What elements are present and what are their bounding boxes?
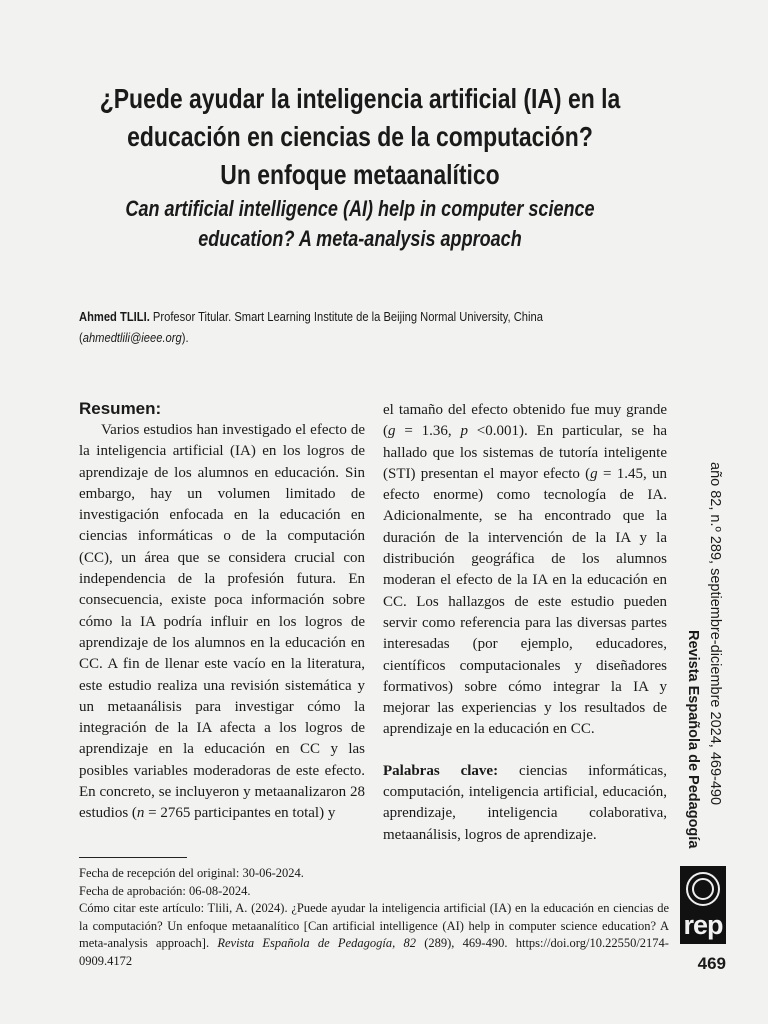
- citation-text: Cómo citar este artículo: Tlili, A. (2024). ¿Puede ayudar la inteligencia artificial (IA) en la educación en ciencias de la computación? Un enfoque metaanalítico [Can artificial intelligence (AI) help in computer science education? A meta-analysis approach].: [79, 901, 669, 950]
- author-email: ahmedtlili@ieee.org: [82, 330, 182, 345]
- citation: [79, 900, 669, 970]
- author-name: Ahmed TLILI.: [79, 309, 150, 324]
- abstract-heading: Resumen:: [79, 399, 162, 418]
- keywords-label: Palabras clave:: [383, 762, 499, 779]
- stat-g: g: [590, 465, 598, 482]
- abstract-text: el tamaño del efecto obtenido fue muy grande (: [383, 402, 667, 440]
- journal-spine: [680, 462, 726, 852]
- email-open: (: [79, 330, 83, 345]
- keywords-text: ciencias informáticas, computación, inteligencia artificial, educación, aprendizaje, inteligencia colaborativa, metaanálisis, logros de aprendizaje.: [383, 762, 667, 843]
- author-affiliation: Profesor Titular. Smart Learning Institute de la Beijing Normal University, China: [149, 309, 543, 324]
- stat-g: g: [388, 423, 396, 440]
- page-number: 469: [697, 954, 726, 973]
- footnotes: [79, 865, 669, 970]
- title-spanish-line: ¿Puede ayudar la inteligencia artificial (IA) en la: [99, 83, 621, 114]
- spine-issue: año 82, n.º 289, septiembre-diciembre 2024, 469-490: [707, 462, 723, 806]
- abstract-text: = 2765 participantes en total) y: [144, 805, 336, 822]
- citation-journal: Revista Española de Pedagogía, 82: [217, 936, 416, 950]
- abstract-right-column: [383, 400, 667, 846]
- abstract-left-column: [79, 398, 365, 825]
- abstract-paragraph-continued: [383, 400, 667, 741]
- citation-tail: (289), 469-490. https://doi.org/10.22550/2174-0909.4172: [79, 936, 669, 968]
- received-date: Fecha de recepción del original: 30-06-2024.: [79, 866, 304, 880]
- stat-p: p: [460, 423, 468, 440]
- abstract-text: Varios estudios han investigado el efecto de la inteligencia artificial (IA) en los logros de aprendizaje de los alumnos en educación. Sin embargo, hay un volumen limitado de investigación enfocada en la educación en ciencias informáticas o de la computación (CC), un área que se considera crucial con independencia de la profesión futura. En consecuencia, existe poca información sobre cómo la IA podría influir en los logros de aprendizaje de los alumnos en la educación en CC. A fin de llenar este vacío en la literatura, este estudio realiza una revisión sistemática y un metaanálisis para investigar cómo la integración de la IA afecta a los logros de aprendizaje en la educación en CC y las posibles variables moderadoras de este efecto. En concreto, se incluyeron y metaanalizaron 28 estudios (: [79, 422, 365, 822]
- keywords: [383, 761, 667, 846]
- title-block: [40, 80, 680, 254]
- title-english-line: education? A meta-analysis approach: [198, 226, 522, 251]
- title-spanish: [40, 80, 680, 194]
- logo-ring-inner-icon: [692, 878, 714, 900]
- email-close: ).: [181, 330, 189, 345]
- title-english-line: Can artificial intelligence (AI) help in computer science: [125, 196, 595, 221]
- title-spanish-line: educación en ciencias de la computación?: [127, 121, 593, 152]
- abstract-paragraph: [79, 420, 365, 825]
- spine-journal: Revista Española de Pedagogía: [685, 630, 701, 849]
- abstract-text: = 1.45, un efecto enorme) como tecnología de IA. Adicionalmente, se ha encontrado que la duración de la intervención de la IA y la distribución geográfica de los alumnos moderan el efecto de la IA en la educación en CC. Los hallazgos de este estudio pueden servir como referencia para las diversas partes interesadas (por ejemplo, educadores, científicos computacionales y diseñadores formativos) sobre cómo integrar la IA y mejorar las experiencias y los resultados de aprendizaje en la educación en CC.: [383, 465, 667, 738]
- abstract-text: = 1.36,: [395, 423, 461, 440]
- logo-text: rep: [683, 910, 723, 940]
- abstract-text: <0.001). En particular, se ha hallado que los sistemas de tutoría inteligente (STI) presentan el mayor efecto (: [383, 423, 667, 482]
- title-spanish-line: Un enfoque metaanalítico: [220, 159, 500, 190]
- stat-n: n: [136, 805, 145, 822]
- title-english: [40, 194, 680, 254]
- approved-date: Fecha de aprobación: 06-08-2024.: [79, 883, 251, 898]
- footnote-rule: [79, 857, 187, 858]
- author-line: [79, 306, 638, 348]
- journal-logo: [680, 866, 726, 944]
